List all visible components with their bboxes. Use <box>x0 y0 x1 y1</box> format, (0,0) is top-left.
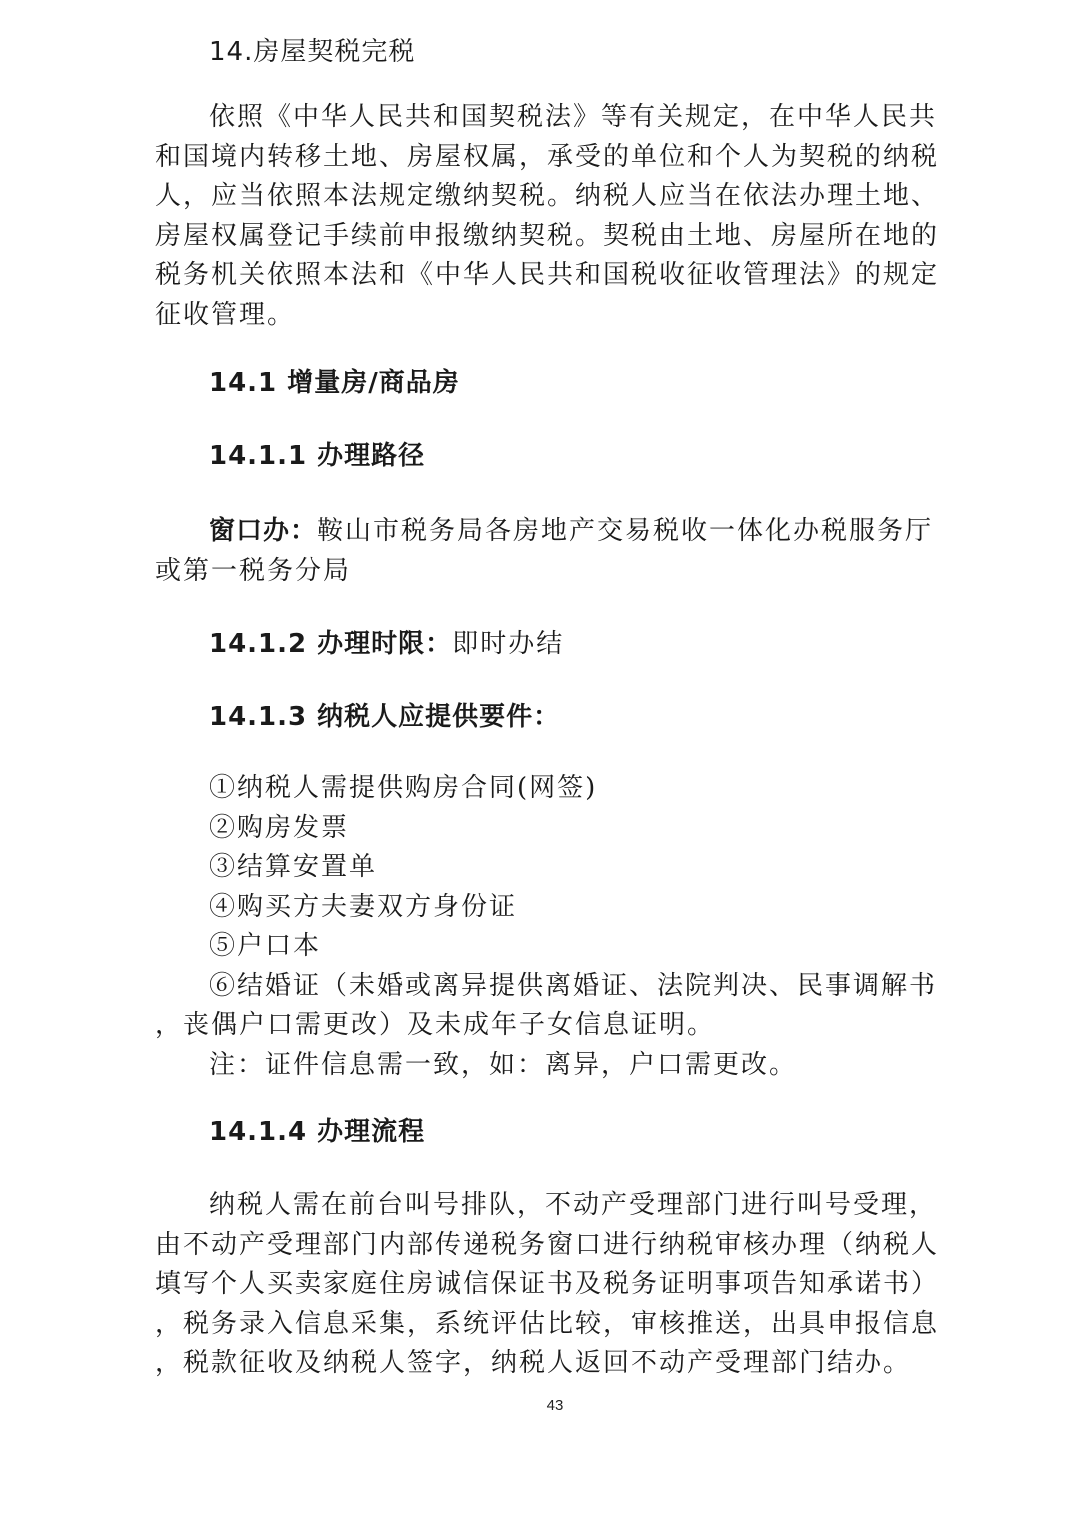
process-paragraph <box>155 1186 940 1384</box>
section-14-1-1-block <box>155 437 915 477</box>
section-14-1-2-block <box>155 625 915 665</box>
section-14-1-heading: 14.1 增量房/商品房 <box>209 368 460 398</box>
window-colon: ： <box>290 516 318 546</box>
window-line <box>209 512 934 552</box>
window-label: 窗口办 <box>209 516 291 546</box>
list-item: ②购房发票 <box>209 812 350 843</box>
window-paragraph <box>155 512 934 591</box>
process-line: 纳税人需在前台叫号排队，不动产受理部门进行叫号受理， <box>209 1190 938 1220</box>
section-14-1-4-block <box>155 1113 915 1153</box>
list-item-continuation: ，丧偶户口需更改）及未成年子女信息证明。 <box>155 1010 716 1040</box>
section-14-1-3-colon: ： <box>533 702 561 732</box>
intro-line: 依照《中华人民共和国契税法》等有关规定，在中华人民共 <box>209 102 938 132</box>
process-line: ，税款征收及纳税人签字，纳税人返回不动产受理部门结办。 <box>155 1348 912 1378</box>
list-item: ①纳税人需提供购房合同(网签) <box>209 773 598 803</box>
section-14-1-3-heading: 14.1.3 纳税人应提供要件 <box>209 702 534 732</box>
section-14-1-2-line <box>209 625 915 665</box>
note-text: 注：证件信息需一致，如：离异，户口需更改。 <box>209 1049 798 1080</box>
section-14-1-4-heading: 14.1.4 办理流程 <box>209 1117 426 1147</box>
section-14-1-3-block <box>155 698 915 738</box>
window-text: 鞍山市税务局各房地产交易税收一体化办税服务厅 <box>317 516 934 546</box>
main-heading: 14.房屋契税完税 <box>209 37 416 67</box>
process-line: 填写个人买卖家庭住房诚信保证书及税务证明事项告知承诺书） <box>155 1269 940 1299</box>
list-item: ③结算安置单 <box>209 852 378 882</box>
intro-line: 房屋权属登记手续前申报缴纳契税。契税由土地、房屋所在地的 <box>155 220 940 251</box>
window-line-2: 或第一税务分局 <box>155 555 352 586</box>
section-14-1-block <box>155 364 915 404</box>
intro-paragraph <box>155 98 940 335</box>
section-14-1-2-heading: 14.1.2 办理时限 <box>209 629 426 659</box>
intro-line: 和国境内转移土地、房屋权属，承受的单位和个人为契税的纳税 <box>155 141 940 172</box>
page-number: 43 <box>546 1397 564 1414</box>
section-14-1-3-line <box>209 698 915 738</box>
process-line: ，税务录入信息采集，系统评估比较，审核推送，出具申报信息 <box>155 1308 940 1339</box>
intro-line: 税务机关依照本法和《中华人民共和国税收征收管理法》的规定 <box>155 260 940 290</box>
list-item: ④购买方夫妻双方身份证 <box>209 891 518 922</box>
intro-line: 征收管理。 <box>155 299 296 330</box>
section-14-1-2-colon: ： <box>425 629 453 659</box>
process-line: 由不动产受理部门内部传递税务窗口进行纳税审核办理（纳税人 <box>155 1229 940 1260</box>
main-heading-block <box>155 33 915 73</box>
section-14-1-2-value: 即时办结 <box>452 629 565 659</box>
list-item: ⑤户口本 <box>209 931 322 961</box>
requirements-list <box>155 769 938 1085</box>
section-14-1-1-heading: 14.1.1 办理路径 <box>209 441 426 471</box>
list-item: ⑥结婚证（未婚或离异提供离婚证、法院判决、民事调解书 <box>209 970 938 1001</box>
intro-line: 人，应当依照本法规定缴纳契税。纳税人应当在依法办理土地、 <box>155 181 940 211</box>
